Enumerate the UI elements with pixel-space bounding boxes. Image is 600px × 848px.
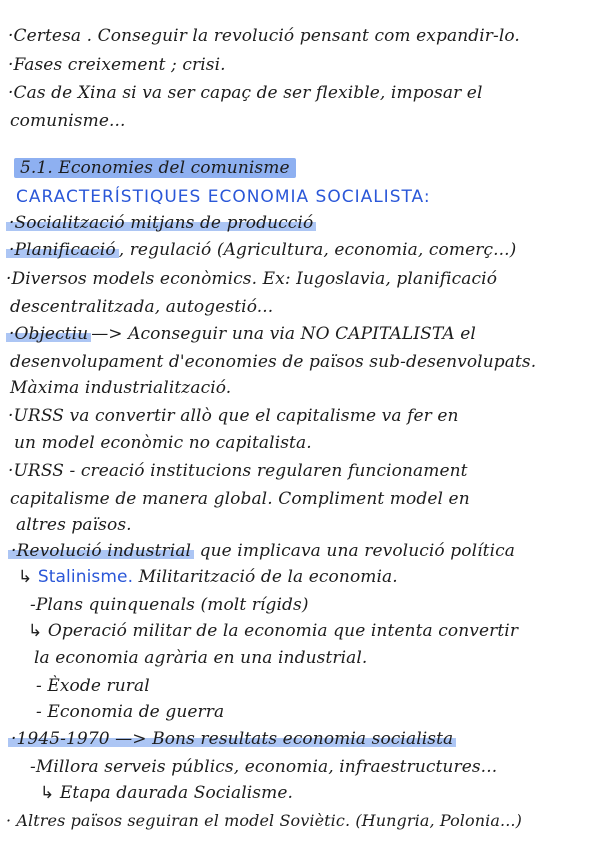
note-text: Militarització de la economia.	[133, 567, 398, 587]
highlighted-text: ·1945-1970 —> Bons resultats economia socialista	[8, 729, 456, 749]
section-subtitle: CARACTERÍSTIQUES ECONOMIA SOCIALISTA:	[16, 187, 431, 207]
highlighted-text: ·Socialització mitjans de producció	[6, 213, 316, 233]
note-line: descentralitzada, autogestió...	[10, 297, 274, 317]
note-line: - Èxode rural	[36, 676, 150, 696]
note-line	[40, 782, 293, 804]
note-text: , regulació (Agricultura, economia, comerç...)	[118, 240, 517, 260]
note-line	[18, 566, 398, 588]
note-line	[6, 323, 476, 345]
note-line: -Millora serveis públics, economia, infraestructures...	[30, 757, 498, 777]
section-title-text: 5.1. Economies del comunisme	[14, 158, 296, 178]
note-line: ·URSS - creació institucions regularen funcionament	[8, 461, 468, 481]
note-line: · Altres països seguiran el model Soviètic. (Hungria, Polonia...)	[6, 811, 522, 830]
note-line: ·Certesa . Conseguir la revolució pensant com expandir-lo.	[8, 26, 520, 46]
section-title	[14, 157, 296, 179]
note-text: —> Aconseguir una via NO CAPITALISTA el	[91, 324, 476, 344]
note-line: - Economia de guerra	[36, 702, 225, 722]
highlighted-term: Stalinisme.	[37, 567, 134, 587]
note-line: Màxima industrialització.	[10, 378, 232, 398]
note-line	[28, 620, 518, 642]
note-line	[6, 239, 516, 261]
note-text: Etapa daurada Socialisme.	[59, 783, 293, 803]
note-text: Operació militar de la economia que intenta convertir	[47, 621, 519, 641]
note-line	[8, 540, 515, 562]
note-line: un model econòmic no capitalista.	[14, 433, 312, 453]
note-line: ·URSS va convertir allò que el capitalisme va fer en	[8, 406, 459, 426]
note-line: -Plans quinquenals (molt rígids)	[30, 595, 309, 615]
note-line: la economia agrària en una industrial.	[34, 648, 368, 668]
highlighted-text: ·Objectiu	[6, 324, 91, 344]
note-line: ·Cas de Xina si va ser capaç de ser flexible, imposar el	[8, 83, 483, 103]
note-line: desenvolupament d'economies de països sub-desenvolupats.	[10, 352, 537, 372]
note-line	[6, 212, 316, 234]
note-line: ·Diversos models econòmics. Ex: Iugoslavia, planificació	[6, 269, 498, 289]
note-line: ·Fases creixement ; crisi.	[8, 55, 226, 75]
hook-arrow-icon: ↳	[40, 783, 55, 803]
highlighted-text: ·Revolució industrial	[8, 541, 194, 561]
highlighted-text: ·Planificació	[6, 240, 119, 260]
note-line: comunisme...	[10, 111, 126, 131]
note-line	[8, 728, 456, 750]
note-line: altres països.	[16, 515, 132, 535]
hook-arrow-icon: ↳	[28, 621, 43, 641]
hook-arrow-icon: ↳	[18, 567, 33, 587]
note-text: que implicava una revolució política	[194, 541, 515, 561]
note-line: capitalisme de manera global. Compliment model en	[10, 489, 470, 509]
